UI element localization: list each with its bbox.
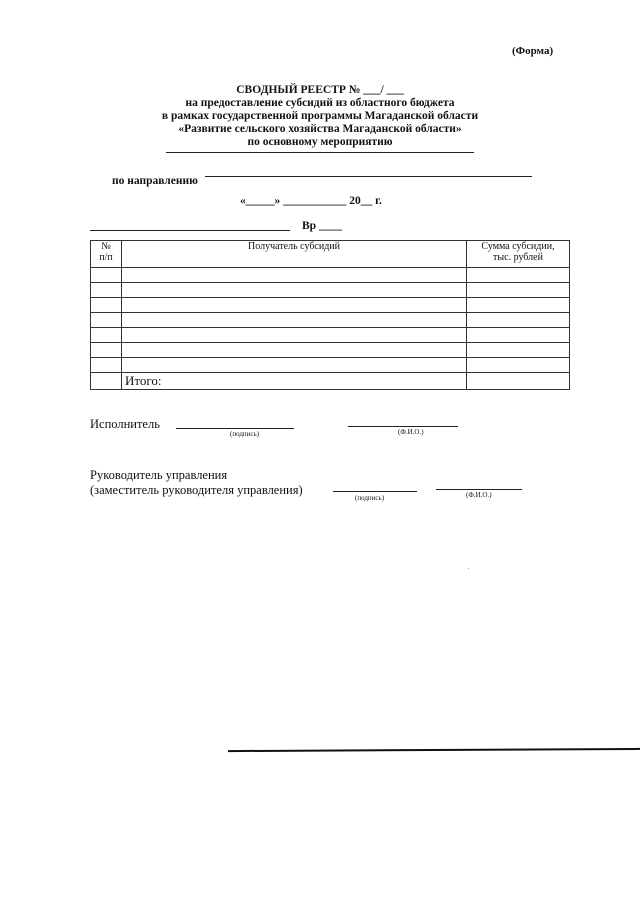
form-label: (Форма) — [512, 45, 554, 57]
title-line-1: СВОДНЫЙ РЕЕСТР № ___/ ___ — [236, 84, 404, 96]
header-recipient: Получатель субсидий — [122, 241, 467, 268]
table-total-row — [91, 373, 570, 390]
executor-label: Исполнитель — [90, 417, 160, 431]
document-title — [0, 84, 640, 149]
main-activity-line — [166, 152, 474, 153]
head-signature-line — [333, 491, 417, 492]
direction-line — [205, 176, 532, 177]
executor-name-caption: (Ф.И.О.) — [398, 428, 424, 436]
table-row — [91, 313, 570, 328]
table-row — [91, 358, 570, 373]
head-name-line — [436, 489, 522, 490]
executor-name-line — [348, 426, 458, 427]
table-row — [91, 268, 570, 283]
executor-signature-line — [176, 428, 294, 429]
title-line-2: на предоставление субсидий из областного бюджета — [185, 97, 455, 109]
direction-label: по направлению — [112, 175, 198, 187]
head-label — [90, 468, 303, 498]
scan-edge-line — [228, 748, 640, 752]
title-line-5: по основному мероприятию — [247, 136, 393, 148]
head-signature-caption: (подпись) — [355, 494, 385, 502]
table-row — [91, 283, 570, 298]
header-number: № п/п — [91, 241, 122, 268]
head-label-line-2: (заместитель руководителя управления) — [90, 483, 303, 497]
table-row — [91, 343, 570, 358]
head-name-caption: (Ф.И.О.) — [466, 491, 492, 499]
table-header-row — [91, 241, 570, 268]
date-line: «_____» ___________ 20__ г. — [240, 195, 382, 207]
table-row — [91, 328, 570, 343]
head-label-line-1: Руководитель управления — [90, 468, 228, 482]
title-line-4: «Развитие сельского хозяйства Магаданской области» — [178, 123, 462, 135]
scan-speck — [468, 568, 469, 569]
org-line — [90, 230, 290, 231]
vr-label: Вр ____ — [302, 220, 342, 232]
table-row — [91, 298, 570, 313]
registry-table — [90, 240, 570, 390]
total-label: Итого: — [122, 373, 467, 390]
header-amount: Сумма субсидии, тыс. рублей — [467, 241, 570, 268]
executor-signature-caption: (подпись) — [230, 430, 260, 438]
title-line-3: в рамках государственной программы Магаданской области — [161, 110, 479, 122]
